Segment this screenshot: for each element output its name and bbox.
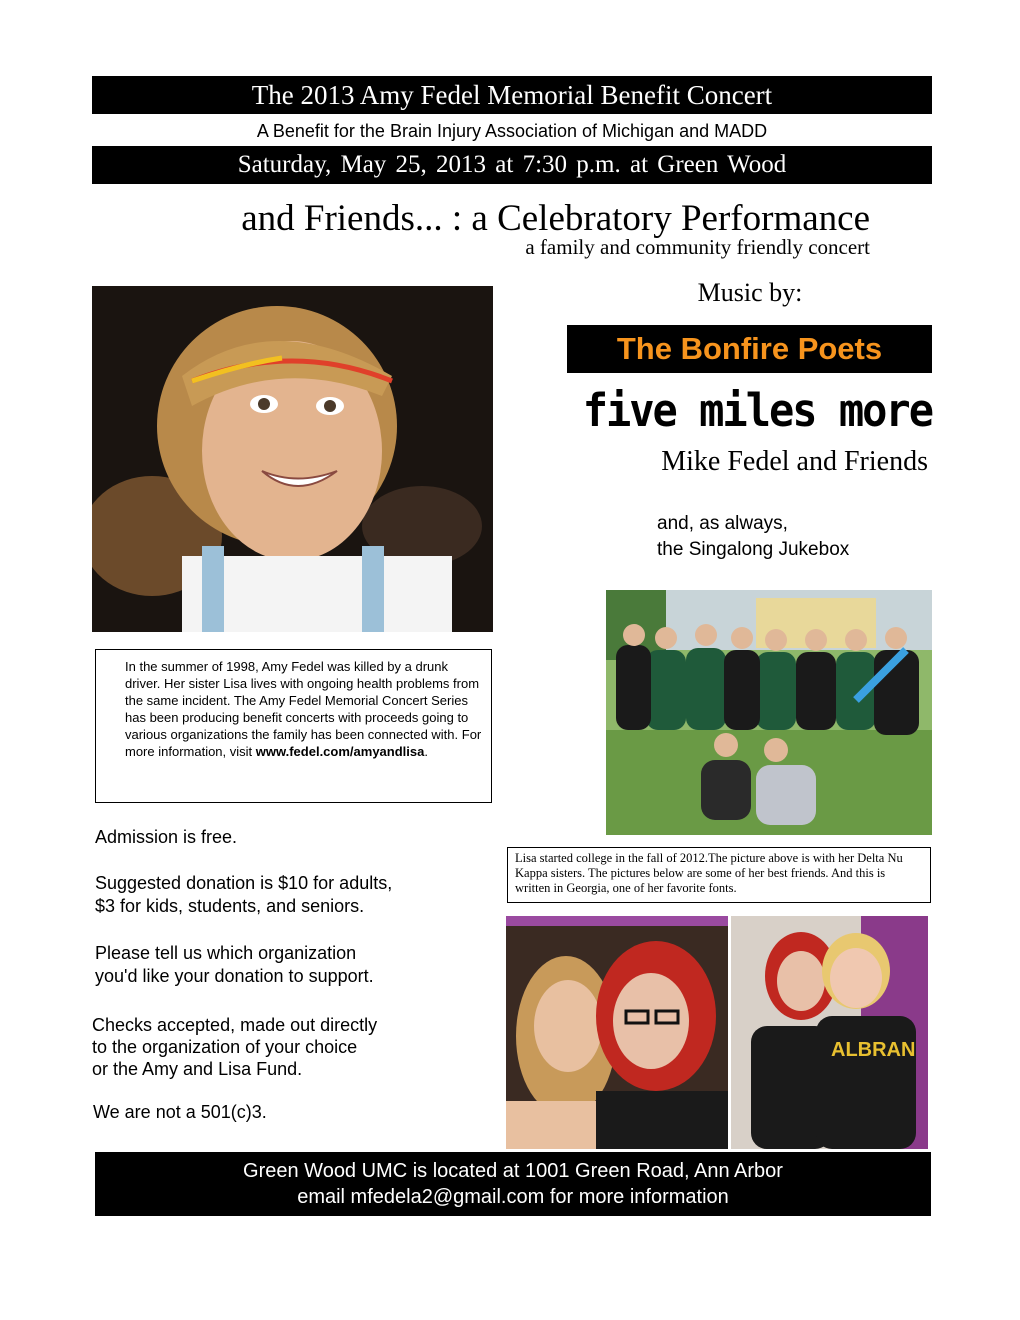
donation-line-2: $3 for kids, students, and seniors. — [95, 896, 365, 916]
checks-line-2: to the organization of your choice — [92, 1037, 358, 1057]
photo-caption: Lisa started college in the fall of 2012.The picture above is with her Delta Nu Kappa sisters. The pictures below are some of her best friends. And this is written in Georgia, one of her favorite fonts. — [507, 847, 931, 903]
headline: and Friends... : a Celebratory Performance — [241, 198, 870, 239]
band-five-miles-more: five miles more — [582, 384, 932, 437]
checks-line-3: or the Amy and Lisa Fund. — [92, 1059, 303, 1079]
music-by-label: Music by: — [697, 278, 803, 307]
group-photo — [606, 590, 932, 835]
story-box — [95, 649, 492, 803]
friends-photo-2 — [731, 916, 928, 1149]
amy-portrait-photo — [92, 286, 493, 632]
story-body: In the summer of 1998, Amy Fedel was killed by a drunk driver. Her sister Lisa lives with ongoing health problems from the same incident. The Amy Fedel Memorial Concert Series has been producing benefit concerts with proceeds going to various organizations the family has been connected with. For more information, visit — [125, 659, 482, 759]
footer-location: Green Wood UMC is located at 1001 Green Road, Ann Arbor — [243, 1160, 783, 1182]
band-mike-fedel: Mike Fedel and Friends — [661, 446, 928, 477]
not-501c3-text: We are not a 501(c)3. — [93, 1102, 267, 1122]
date-line: Saturday, May 25, 2013 at 7:30 p.m. at Green Wood — [92, 146, 932, 184]
band-bonfire-poets: The Bonfire Poets — [567, 325, 932, 373]
organization-request-text — [95, 942, 435, 988]
donation-line-1: Suggested donation is $10 for adults, — [95, 873, 393, 893]
checks-line-1: Checks accepted, made out directly — [92, 1015, 378, 1035]
concert-title: The 2013 Amy Fedel Memorial Benefit Concert — [92, 76, 932, 114]
story-end: . — [424, 744, 428, 759]
donation-text — [95, 872, 455, 918]
benefit-subtitle: A Benefit for the Brain Injury Association of Michigan and MADD — [256, 121, 768, 141]
story-text — [125, 658, 485, 760]
tell-line-1: Please tell us which organization — [95, 943, 357, 963]
friends-photo-1 — [506, 916, 728, 1149]
story-link[interactable]: www.fedel.com/amyandlisa — [255, 744, 425, 759]
singalong-line-2: the Singalong Jukebox — [657, 539, 850, 560]
tell-line-2: you'd like your donation to support. — [95, 966, 374, 986]
singalong-note — [657, 511, 849, 563]
footer-bar — [95, 1152, 931, 1216]
singalong-line-1: and, as always, — [657, 513, 788, 534]
admission-text: Admission is free. — [95, 827, 238, 847]
tagline: a family and community friendly concert — [525, 235, 870, 259]
checks-text — [92, 1014, 432, 1080]
footer-email[interactable]: email mfedela2@gmail.com for more information — [297, 1186, 729, 1208]
college-shirt-lettering: ALBRAN — [831, 1039, 916, 1061]
